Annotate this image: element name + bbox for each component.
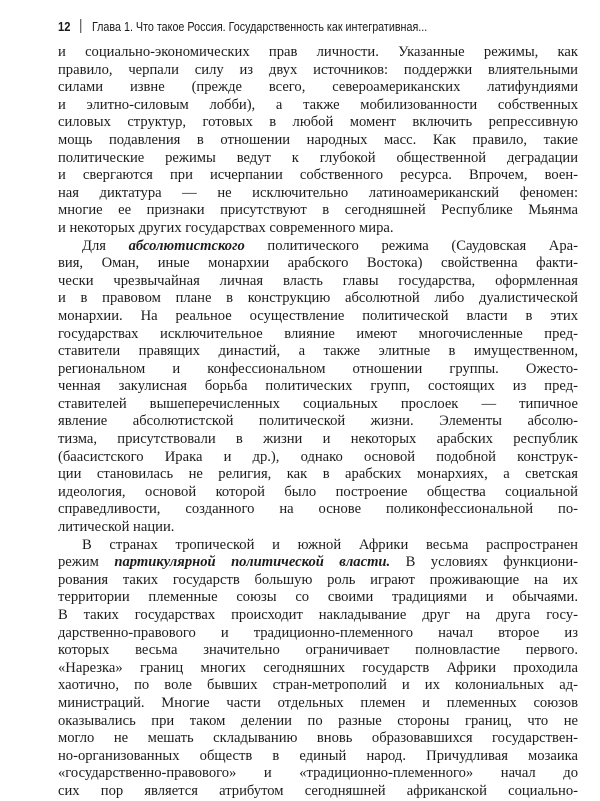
text-line <box>58 554 578 572</box>
chapter-title: Глава 1. Что такое Россия. Государственность как интегративная... <box>91 20 428 34</box>
text-line: оказывались при таком делении по разные стороны границ, что не <box>58 712 578 729</box>
text-line: ставителей вышеперечисленных социальных прослоек — типичное <box>58 395 578 412</box>
text-line: чески чрезвычайная личная власть главы государства, оформленная <box>58 272 578 289</box>
text-line: и социально-экономических прав личности. Указанные режимы, как <box>58 44 578 60</box>
body-text <box>58 44 578 801</box>
running-head <box>58 12 497 42</box>
text-line: ставители правящих династий, а также элитные в имущественном, <box>58 343 578 360</box>
text-line: хаотично, по воле бывших стран-метрополий и их колониальных ад- <box>58 677 578 694</box>
text-line: многие ее признаки присутствуют в сегодняшней Республике Мьянма <box>58 202 578 219</box>
text-line: идеология, основой которой было построение общества социальной <box>58 483 578 500</box>
text-line: правило, черпали силу из двух источников: поддержки влиятельными <box>58 61 578 78</box>
term-absolutist: абсолютистского <box>128 237 245 254</box>
text-line: но-организованных обществ в единый народ. Причудливая мозаика <box>58 747 578 764</box>
text-line: рования таких государств большую роль играют проживающие на их <box>58 571 578 588</box>
text-line: территории племенные союзы со своими традициями и обычаями. <box>58 589 578 606</box>
text-run: Для <box>82 237 129 254</box>
text-line: государствах исключительное влияние имеют многочисленные пред- <box>58 325 578 342</box>
text-line: В странах тропической и южной Африки весьма распространен <box>82 536 578 553</box>
text-line: литической нации. <box>58 519 175 536</box>
text-run: режим <box>58 554 115 571</box>
text-line: ная диктатура — не исключительно латиноамериканский феномен: <box>58 184 578 201</box>
text-line: сих пор является атрибутом сегодняшней африканской социально- <box>58 782 578 799</box>
text-line: и свергаются при исчерпании собственного ресурса. Впрочем, воен- <box>58 167 578 184</box>
text-line: явление абсолютистской политической жизни. Элементы абсолю- <box>58 413 578 430</box>
text-line: мощь подавления в отношении народных масс. Как правило, такие <box>58 131 578 148</box>
text-line: (баасистского Ирака и др.), однако основой подобной конструк- <box>58 448 578 465</box>
text-line: могло не мешать складыванию вновь образовавшихся государствен- <box>58 730 578 747</box>
text-line: которых весьма значительно ограничивает полновластие первого. <box>58 642 578 659</box>
text-line: ции становилась не религия, как в арабских монархиях, а светская <box>58 466 578 483</box>
text-line: силовых структур, готовых в любой момент включить репрессивную <box>58 114 578 131</box>
text-line: справедливости, созданного на основе поликонфессиональной по- <box>58 501 578 518</box>
text-line: монархии. На реальное осуществление политической власти в этих <box>58 307 578 324</box>
text-line: тизма, присутствовали в жизни и некоторых арабских республик <box>58 431 578 448</box>
text-line: ченная закулисная борьба политических групп, состоящих из пред- <box>58 378 578 395</box>
text-line: и в правовом плане в конструкцию абсолютной либо дуалистической <box>58 290 578 307</box>
text-line: «государственно-правового» и «традиционно-племенного» начал до <box>58 765 578 782</box>
text-run: В условиях функциони- <box>390 554 578 571</box>
header-divider <box>81 19 82 33</box>
paragraph-3 <box>58 537 578 801</box>
page-number: 12 <box>58 19 71 34</box>
paragraph-1 <box>58 44 578 238</box>
text-line: силами извне (прежде всего, североамериканских латифундиями <box>58 79 578 96</box>
text-line: министраций. Многие части отдельных племен и племенных союзов <box>58 694 578 711</box>
text-line <box>58 238 578 256</box>
text-line: региональном и конфессиональном отношении группы. Ожесто- <box>58 360 578 377</box>
text-line: и элитно-силовым лобби), а также мобилизованности собственных <box>58 96 578 113</box>
text-line: дарственно-правового и традиционно-племенного начал второе из <box>58 624 578 641</box>
text-line: политические режимы ведут к глубокой общественной деградации <box>58 149 578 166</box>
text-line: В таких государствах происходит накладывание друг на друга госу- <box>58 607 578 623</box>
term-particular-power: партикулярной политической власти. <box>114 554 391 571</box>
paragraph-2 <box>58 238 578 537</box>
text-run: политического режима (Саудовская Ара- <box>244 237 578 254</box>
text-line: и некоторых других государствах современного мира. <box>58 219 394 236</box>
text-line: «Нарезка» границ многих сегодняшних государств Африки проходила <box>58 659 578 676</box>
text-line: вия, Оман, иные монархии арабского Востока) свойственна факти- <box>58 255 578 272</box>
